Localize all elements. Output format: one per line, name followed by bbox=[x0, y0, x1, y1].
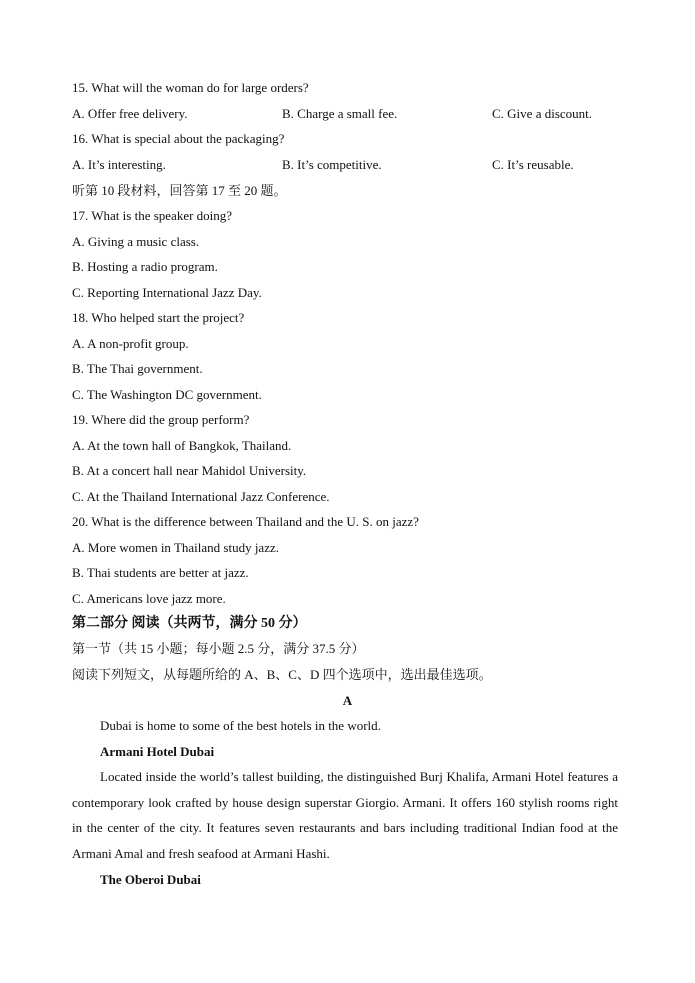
hotel-1-name: Armani Hotel Dubai bbox=[100, 744, 215, 759]
hotel-1-description: Located inside the world’s tallest building, the distinguished Burj Khalifa, Armani Hotel features a contemporary look crafted by house design superstar Giorgio. Armani. It offers 160 stylish rooms right in the center of the city. It features seven restaurants and bars including traditional Indian food at the Armani Amal and fresh seafood at Armani Hashi. bbox=[72, 769, 618, 861]
question-15: 15. What will the woman do for large orders? bbox=[72, 80, 309, 95]
reading-instruction: 阅读下列短文，从每题所给的 A、B、C、D 四个选项中，选出最佳选项。 bbox=[72, 667, 492, 682]
passage-intro: Dubai is home to some of the best hotels in the world. bbox=[100, 718, 381, 733]
option-19b: B. At a concert hall near Mahidol University. bbox=[72, 463, 307, 478]
option-17c: C. Reporting International Jazz Day. bbox=[72, 285, 262, 300]
part-2-heading: 第二部分 阅读（共两节，满分 50 分） bbox=[72, 616, 307, 631]
question-15-options bbox=[72, 106, 632, 122]
question-20: 20. What is the difference between Thailand and the U. S. on jazz? bbox=[72, 514, 419, 529]
option-16c: C. It’s reusable. bbox=[492, 157, 574, 172]
section-1-heading: 第一节（共 15 小题；每小题 2.5 分，满分 37.5 分） bbox=[72, 641, 365, 656]
question-16: 16. What is special about the packaging? bbox=[72, 131, 285, 146]
material-10-instruction: 听第 10 段材料，回答第 17 至 20 题。 bbox=[72, 183, 287, 198]
option-20a: A. More women in Thailand study jazz. bbox=[72, 540, 279, 555]
option-20b: B. Thai students are better at jazz. bbox=[72, 565, 249, 580]
option-16b: B. It’s competitive. bbox=[282, 157, 382, 172]
option-19c: C. At the Thailand International Jazz Conference. bbox=[72, 489, 330, 504]
option-17a: A. Giving a music class. bbox=[72, 234, 200, 249]
option-15c: C. Give a discount. bbox=[492, 106, 593, 121]
option-17b: B. Hosting a radio program. bbox=[72, 259, 218, 274]
question-16-options bbox=[72, 157, 632, 173]
question-19: 19. Where did the group perform? bbox=[72, 412, 250, 427]
option-15b: B. Charge a small fee. bbox=[282, 106, 398, 121]
option-20c: C. Americans love jazz more. bbox=[72, 591, 226, 606]
option-18a: A. A non-profit group. bbox=[72, 336, 189, 351]
passage-label: A bbox=[342, 693, 353, 708]
question-18: 18. Who helped start the project? bbox=[72, 310, 245, 325]
option-18c: C. The Washington DC government. bbox=[72, 387, 262, 402]
option-19a: A. At the town hall of Bangkok, Thailand. bbox=[72, 438, 292, 453]
option-16a: A. It’s interesting. bbox=[72, 157, 166, 172]
hotel-2-name: The Oberoi Dubai bbox=[100, 872, 201, 887]
option-18b: B. The Thai government. bbox=[72, 361, 203, 376]
option-15a: A. Offer free delivery. bbox=[72, 106, 188, 121]
question-17: 17. What is the speaker doing? bbox=[72, 208, 233, 223]
